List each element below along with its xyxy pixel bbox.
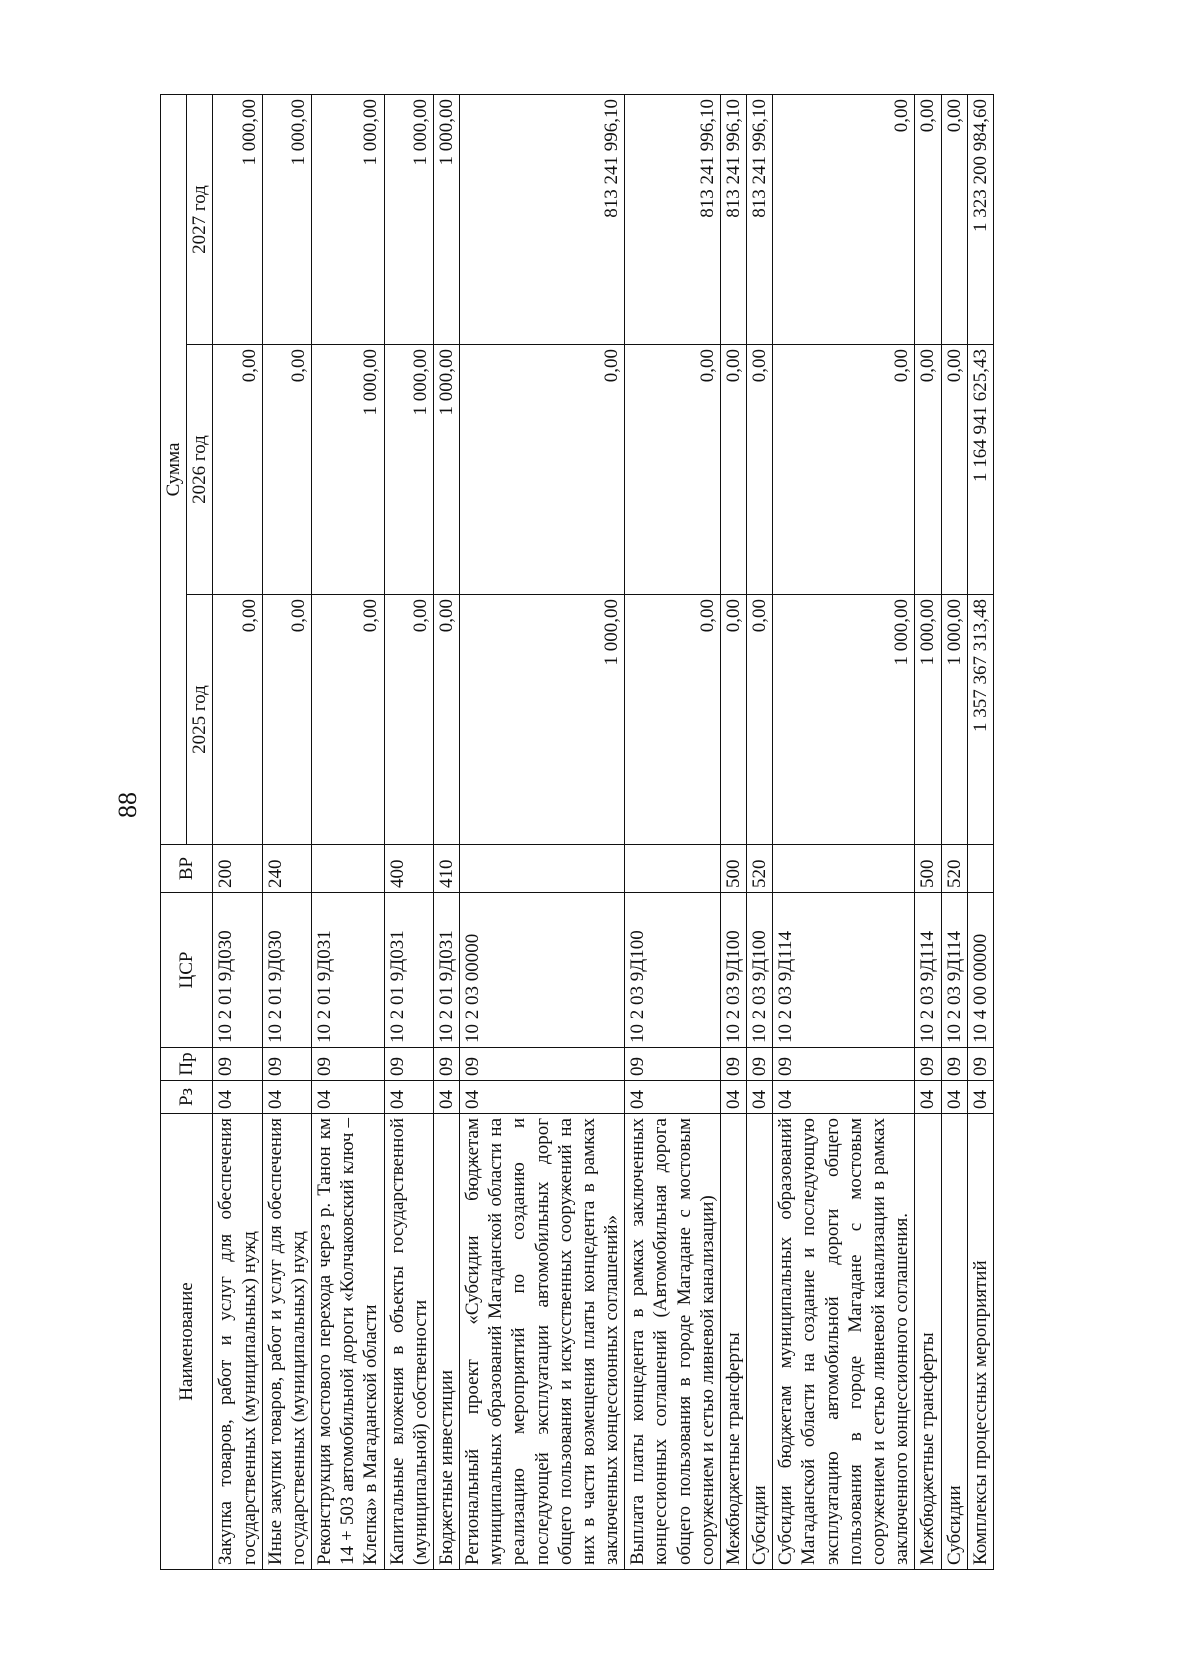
row-csr-cell: 10 2 03 9Д100 <box>720 893 746 1048</box>
row-pr-cell: 09 <box>262 1048 311 1081</box>
row-pr-cell: 09 <box>747 1048 773 1081</box>
row-2025-cell: 0,00 <box>747 595 773 845</box>
table-row <box>747 95 773 1570</box>
row-2025-cell: 1 000,00 <box>773 595 915 845</box>
row-pr-cell: 09 <box>433 1048 459 1081</box>
row-csr-cell: 10 2 03 9Д100 <box>747 893 773 1048</box>
row-csr-cell: 10 4 00 00000 <box>967 893 993 1048</box>
row-csr-cell: 10 2 03 9Д114 <box>773 893 915 1048</box>
row-vr-cell: 500 <box>720 845 746 893</box>
row-pr-cell: 09 <box>773 1048 915 1081</box>
row-2026-cell: 1 000,00 <box>384 345 433 595</box>
table-row <box>433 95 459 1570</box>
table-row <box>941 95 967 1570</box>
row-csr-cell: 10 2 01 9Д031 <box>312 893 385 1048</box>
header-name: Наименование <box>161 1114 213 1570</box>
row-csr-cell: 10 2 03 9Д100 <box>625 893 721 1048</box>
row-rz-cell: 04 <box>433 1081 459 1114</box>
table-row <box>312 95 385 1570</box>
header-sum: Сумма <box>161 95 187 845</box>
row-csr-cell: 10 2 01 9Д031 <box>384 893 433 1048</box>
row-2025-cell: 0,00 <box>312 595 385 845</box>
row-pr-cell: 09 <box>720 1048 746 1081</box>
row-rz-cell: 04 <box>915 1081 941 1114</box>
header-csr: ЦСР <box>161 893 213 1048</box>
row-2025-cell: 1 000,00 <box>915 595 941 845</box>
row-2026-cell: 0,00 <box>720 345 746 595</box>
row-pr-cell: 09 <box>625 1048 721 1081</box>
row-2027-cell: 1 323 200 984,60 <box>967 95 993 345</box>
row-name-cell: Межбюджетные трансферты <box>720 1114 746 1570</box>
row-2025-cell: 1 000,00 <box>460 595 625 845</box>
row-pr-cell: 09 <box>915 1048 941 1081</box>
row-2025-cell: 0,00 <box>213 595 262 845</box>
row-vr-cell: 520 <box>941 845 967 893</box>
row-2025-cell: 1 000,00 <box>941 595 967 845</box>
row-vr-cell <box>773 845 915 893</box>
row-2025-cell: 0,00 <box>262 595 311 845</box>
row-2026-cell: 0,00 <box>213 345 262 595</box>
row-2027-cell: 813 241 996,10 <box>720 95 746 345</box>
row-2026-cell: 0,00 <box>773 345 915 595</box>
row-2026-cell: 1 000,00 <box>312 345 385 595</box>
row-csr-cell: 10 2 03 9Д114 <box>941 893 967 1048</box>
row-2027-cell: 1 000,00 <box>312 95 385 345</box>
page-number: 88 <box>113 792 142 818</box>
row-rz-cell: 04 <box>312 1081 385 1114</box>
row-2026-cell: 1 164 941 625,43 <box>967 345 993 595</box>
row-2027-cell: 1 000,00 <box>433 95 459 345</box>
row-2027-cell: 0,00 <box>915 95 941 345</box>
row-name-cell: Иные закупки товаров, работ и услуг для обеспечения государственных (муниципальных) нужд <box>262 1114 311 1570</box>
row-2025-cell: 1 357 367 313,48 <box>967 595 993 845</box>
row-2027-cell: 1 000,00 <box>384 95 433 345</box>
row-csr-cell: 10 2 03 9Д114 <box>915 893 941 1048</box>
row-name-cell: Региональный проект «Субсидии бюджетам муниципальных образований Магаданской области на реализацию мероприятий по созданию и последующей эксплуатации автомобильных дорог общего пользования и искусственных сооружений на них в части возмещения платы концедента в рамках заключенных концессионных соглашений» <box>460 1114 625 1570</box>
row-2025-cell: 0,00 <box>384 595 433 845</box>
row-vr-cell: 410 <box>433 845 459 893</box>
table-row <box>460 95 625 1570</box>
row-2026-cell: 0,00 <box>941 345 967 595</box>
row-vr-cell <box>460 845 625 893</box>
row-rz-cell: 04 <box>384 1081 433 1114</box>
table-row <box>773 95 915 1570</box>
row-2026-cell: 1 000,00 <box>433 345 459 595</box>
table-body <box>213 95 994 1570</box>
table-row <box>384 95 433 1570</box>
row-2026-cell: 0,00 <box>915 345 941 595</box>
table-row <box>915 95 941 1570</box>
row-name-cell: Субсидии <box>747 1114 773 1570</box>
row-2027-cell: 813 241 996,10 <box>747 95 773 345</box>
row-rz-cell: 04 <box>967 1081 993 1114</box>
row-name-cell: Закупка товаров, работ и услуг для обеспечения государственных (муниципальных) нужд <box>213 1114 262 1570</box>
row-name-cell: Комплексы процессных мероприятий <box>967 1114 993 1570</box>
header-vr: ВР <box>161 845 213 893</box>
row-csr-cell: 10 2 01 9Д030 <box>262 893 311 1048</box>
row-vr-cell <box>967 845 993 893</box>
table-row <box>967 95 993 1570</box>
header-pr: Пр <box>161 1048 213 1081</box>
row-rz-cell: 04 <box>941 1081 967 1114</box>
row-vr-cell: 520 <box>747 845 773 893</box>
row-rz-cell: 04 <box>720 1081 746 1114</box>
row-pr-cell: 09 <box>312 1048 385 1081</box>
row-vr-cell: 240 <box>262 845 311 893</box>
row-rz-cell: 04 <box>460 1081 625 1114</box>
row-2027-cell: 1 000,00 <box>262 95 311 345</box>
row-rz-cell: 04 <box>773 1081 915 1114</box>
row-vr-cell: 500 <box>915 845 941 893</box>
row-pr-cell: 09 <box>384 1048 433 1081</box>
row-rz-cell: 04 <box>625 1081 721 1114</box>
header-2026: 2026 год <box>187 345 213 595</box>
row-name-cell: Капитальные вложения в объекты государственной (муниципальной) собственности <box>384 1114 433 1570</box>
row-name-cell: Реконструкция мостового перехода через р. Танон км 14 + 503 автомобильной дороги «Колчаковский ключ – Клепка» в Магаданской области <box>312 1114 385 1570</box>
row-rz-cell: 04 <box>747 1081 773 1114</box>
row-vr-cell: 400 <box>384 845 433 893</box>
table-row <box>625 95 721 1570</box>
row-2026-cell: 0,00 <box>747 345 773 595</box>
header-2025: 2025 год <box>187 595 213 845</box>
row-rz-cell: 04 <box>262 1081 311 1114</box>
rotated-table-wrapper <box>160 95 1040 1570</box>
header-rz: Рз <box>161 1081 213 1114</box>
row-2027-cell: 813 241 996,10 <box>460 95 625 345</box>
row-2025-cell: 0,00 <box>625 595 721 845</box>
row-name-cell: Выплата платы концедента в рамках заключенных концессионных соглашений (Автомобильная дорога общего пользования в городе Магадане с мостовым сооружением и сетью ливневой канализации) <box>625 1114 721 1570</box>
row-2027-cell: 1 000,00 <box>213 95 262 345</box>
row-vr-cell <box>312 845 385 893</box>
header-2027: 2027 год <box>187 95 213 345</box>
row-csr-cell: 10 2 01 9Д030 <box>213 893 262 1048</box>
table-row <box>213 95 262 1570</box>
row-2026-cell: 0,00 <box>460 345 625 595</box>
row-name-cell: Межбюджетные трансферты <box>915 1114 941 1570</box>
row-2026-cell: 0,00 <box>625 345 721 595</box>
row-name-cell: Субсидии <box>941 1114 967 1570</box>
budget-table <box>160 94 994 1570</box>
row-2025-cell: 0,00 <box>720 595 746 845</box>
row-pr-cell: 09 <box>967 1048 993 1081</box>
row-pr-cell: 09 <box>941 1048 967 1081</box>
row-2027-cell: 0,00 <box>941 95 967 345</box>
row-csr-cell: 10 2 03 00000 <box>460 893 625 1048</box>
row-csr-cell: 10 2 01 9Д031 <box>433 893 459 1048</box>
row-name-cell: Субсидии бюджетам муниципальных образований Магаданской области на создание и последующую эксплуатацию автомобильной дороги общего пользования в городе Магадане с мостовым сооружением и сетью ливневой канализации в рамках заключенного концессионного соглашения. <box>773 1114 915 1570</box>
table-row <box>262 95 311 1570</box>
row-name-cell: Бюджетные инвестиции <box>433 1114 459 1570</box>
row-pr-cell: 09 <box>460 1048 625 1081</box>
table-row <box>720 95 746 1570</box>
row-vr-cell: 200 <box>213 845 262 893</box>
row-pr-cell: 09 <box>213 1048 262 1081</box>
row-2026-cell: 0,00 <box>262 345 311 595</box>
row-2025-cell: 0,00 <box>433 595 459 845</box>
row-rz-cell: 04 <box>213 1081 262 1114</box>
row-vr-cell <box>625 845 721 893</box>
row-2027-cell: 813 241 996,10 <box>625 95 721 345</box>
row-2027-cell: 0,00 <box>773 95 915 345</box>
